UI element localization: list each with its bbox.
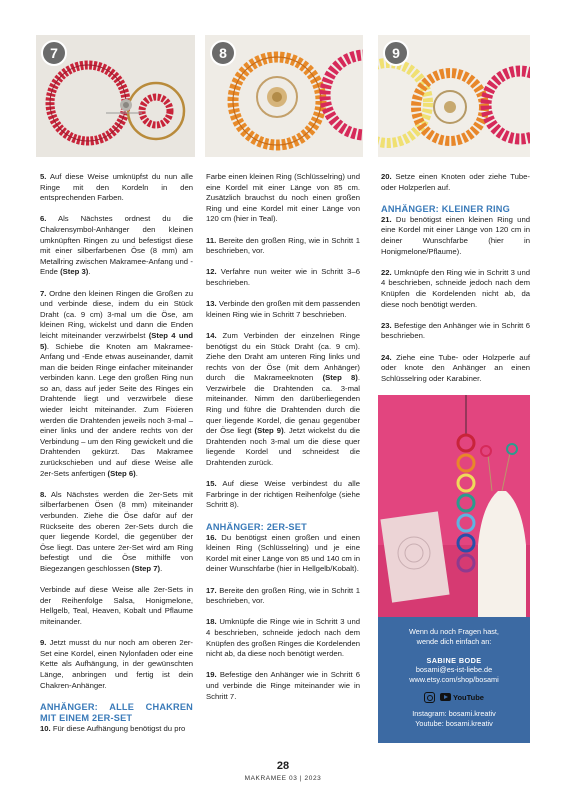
youtube-icon [440, 693, 451, 701]
step-number: 9. [40, 638, 47, 648]
instagram-handle[interactable]: Instagram: bosami.kreativ [412, 708, 496, 718]
step-number: 21. [381, 214, 392, 224]
youtube-handle[interactable]: Youtube: bosami.kreativ [415, 718, 493, 728]
step-text: Verfahre nun weiter wie in Schritt 3–6 beschrieben. [206, 267, 360, 287]
text-column-2 [206, 172, 360, 702]
step-23 [381, 321, 530, 342]
step-reference: (Step 9) [254, 426, 284, 436]
step-text: Befestige den Anhänger wie in Schritt 6 und verbinde die Ringe miteinander wie in Schritt 7. [206, 670, 360, 701]
step-badge: 9 [383, 40, 409, 66]
youtube-logo-text: YouTube [453, 692, 484, 702]
author-website[interactable]: www.etsy.com/shop/bosami [409, 675, 499, 685]
step-text: Setze einen Knoten oder ziehe Tube- oder Holzperlen auf. [381, 172, 530, 192]
step-text: Als Nächstes ordnest du die Chakrensymbol-Anhänger den kleinen umknüpften Ringen zu und befestigst diese mit einer silberfarbenen Öse (8 mm) am Metallring zwischen Makramee-Anfang und -Ende [40, 214, 193, 277]
contact-intro-line-1: Wenn du noch Fragen hast, [409, 627, 499, 636]
step-number: 12. [206, 267, 217, 277]
section-heading: ANHÄNGER: ALLE CHAKREN MIT EINEM 2ER-SET [40, 701, 193, 723]
step-5 [40, 172, 193, 204]
author-name: SABINE BODE [426, 655, 482, 665]
step-number: 7. [40, 288, 47, 298]
step-16 [206, 533, 360, 575]
step-number: 16. [206, 532, 217, 542]
step-text: Auf diese Weise verbindest du alle Farbringe in der richtigen Reihenfolge (siehe Schritt 8). [206, 479, 360, 510]
step-number: 20. [381, 172, 392, 181]
youtube-logo [440, 693, 484, 703]
step-number: 10. [40, 723, 51, 733]
step-badge: 7 [41, 40, 67, 66]
step-text: Du benötigst einen großen und einen kleinen Ring (Schlüsselring) und je eine Kordel mit einer Länge von 85 und 140 cm in deiner Wunschfarbe (hier in Hellgelb/Kobalt). [206, 532, 360, 574]
contact-intro-line-2: wende dich einfach an: [416, 636, 492, 646]
step-text: Als Nächstes werden die 2er-Sets mit silberfarbenen Ösen (8 mm) miteinander verbunden. Ziehe die Öse dafür auf der Rückseite des oberen 2er-Sets durch die quer liegende Kordel, die gegenüber der Öse liegt. Das untere 2er-Set wird am Ring befestigt und die Öse mithilfe von Biegezangen geschlossen [40, 489, 193, 573]
step-photo-9 [378, 35, 530, 157]
step-10 [40, 724, 193, 735]
step-13 [206, 299, 360, 320]
step-number: 6. [40, 214, 47, 224]
step-text: . [160, 563, 163, 573]
step-text: . [135, 468, 138, 478]
step-reference: (Step 8) [322, 373, 358, 383]
step-text: Jetzt musst du nur noch am oberen 2er-Set eine Kordel, einen Nylonfaden oder eine Kette als Aufhängung, in der gewünschten Länge, anbringen und fertig ist dein Chakren-Anhänger. [40, 638, 193, 690]
magazine-issue: MAKRAMEE 03 | 2023 [244, 775, 322, 782]
section-heading: ANHÄNGER: KLEINER RING [381, 203, 510, 214]
step-12 [206, 267, 360, 288]
step-badge: 8 [210, 40, 236, 66]
step-10-continued: Farbe einen kleinen Ring (Schlüsselring) und eine Kordel mit einer Länge von 85 cm. Zusätzlich brauchst du noch einen großen Ring und eine Kordel mit einer Länge von 120 cm (hier in Teal). [206, 172, 360, 224]
step-24 [381, 353, 530, 385]
step-9 [40, 638, 193, 691]
text-column-3 [381, 172, 530, 384]
step-text: . Jetzt wickelst du die Drahtenden noch 3-mal um die diese quer liegende Kordel und schneidest die Drahtenden zurück. [206, 426, 360, 468]
step-reference: (Step 6) [107, 468, 136, 478]
step-text: Ordne den kleinen Ringen die Großen zu und verbinde diese, indem du ein Stück Draht (ca. 9 cm) 3-mal um die Öse, am kleinen Ring, wickelst und dann die Enden leicht miteinander verzwirbelst [40, 288, 193, 340]
step-number: 8. [40, 489, 47, 499]
step-text: . Verzwirbele die Drahtenden ca. 3-mal miteinander. Nimm den darüberliegenden Ring und führe die Drahtenden durch die quer liegende Kordel, die genau gegenüber der Öse liegt [206, 373, 360, 436]
step-number: 24. [381, 352, 392, 362]
step-number: 19. [206, 670, 217, 680]
step-number: 22. [381, 267, 392, 277]
chakra-pendant-image [378, 395, 530, 617]
step-text: Bereite den großen Ring, wie in Schritt 1 beschrieben, vor. [206, 235, 360, 256]
color-order-paragraph: Verbinde auf diese Weise alle 2er-Sets in der Reihenfolge Salsa, Honigmelone, Hellgelb, Teal, Heaven, Kobalt und Pflaume miteinander. [40, 585, 193, 626]
step-22 [381, 268, 530, 310]
step-reference: (Step 4 und 5) [40, 330, 194, 351]
step-text: Verbinde den großen mit dem passenden kleinen Ring wie in Schritt 7 beschrieben. [206, 299, 360, 319]
step-number: 15. [206, 479, 217, 489]
step-number: 13. [206, 299, 217, 309]
step-15 [206, 479, 360, 511]
section-heading: ANHÄNGER: 2ER-SET [206, 521, 307, 532]
author-email[interactable]: bosami@es-ist-liebe.de [415, 665, 493, 675]
step-14 [206, 331, 360, 469]
step-reference: (Step 3) [60, 267, 89, 277]
step-text: Umknüpfe die Ringe wie in Schritt 3 und 4 beschrieben, schneide jedoch nach dem Knüpfen des großen Ringes die Kordelenden nicht ab, da diese noch benötigt werden. [206, 617, 360, 659]
step-17 [206, 586, 360, 607]
step-reference: (Step 7) [131, 563, 161, 573]
step-number: 11. [206, 235, 217, 245]
step-number: 5. [40, 172, 47, 181]
step-text: Auf diese Weise umknüpfst du nun alle Ringe mit den Kordeln in den entsprechenden Farben. [40, 172, 193, 203]
step-text: . Schiebe die Knoten am Makramee-Anfang und -Ende etwas auseinander, damit man die beiden Ringe einfacher miteinander verbinden kann. Lege den großen Ring nun so an, dass auf jeder Seite des Ringes ein Drahtende liegt und verzwirbele diese wieder leicht miteinander. Zum Fixieren werden die Drahtenden jeweils noch 3-mal – einer links und der andere rechts von der Verbindung – um den Ring gewickelt und die Drahtenden gekürzt. Das Makramee zurückschieben und auf diese Weise alle 2er-Sets anfertigen [40, 341, 193, 478]
step-text: . [88, 267, 91, 277]
step-text: Für diese Aufhängung benötigst du pro [50, 723, 186, 733]
step-text: Du benötigst einen kleinen Ring und eine Kordel mit einer Länge von 120 cm in deiner Wunschfarbe (hier in Honigmelone/Pflaume). [381, 214, 530, 256]
step-number: 23. [381, 320, 392, 330]
step-text: Zum Verbinden der einzelnen Ringe benötigst du ein Stück Draht (ca. 9 cm). Ziehe den Draht am unteren Ring links und rechts von der Öse (mit dem Anhänger) durch die Makrameeknoten [206, 330, 360, 383]
step-number: 14. [206, 330, 217, 340]
step-text: Befestige den Anhänger wie in Schritt 6 beschrieben. [381, 320, 530, 341]
finished-pendant-photo [378, 395, 530, 617]
text-column-1 [40, 172, 193, 734]
instagram-icon [424, 692, 435, 703]
step-text: Bereite den großen Ring, wie in Schritt 1 beschrieben, vor. [206, 585, 360, 606]
step-21 [381, 215, 530, 257]
step-photo-7 [36, 35, 195, 157]
step-text: Ziehe eine Tube- oder Holzperle auf oder knote den Anhänger an einen Schlüsselring oder Karabiner. [381, 352, 530, 383]
social-icons [378, 692, 530, 703]
step-text: Umknüpfe den Ring wie in Schritt 3 und 4 beschrieben, schneide jedoch nach dem Knüpfen die Kordelenden nicht ab, da diese noch benötigt werden. [381, 267, 530, 309]
step-19 [206, 670, 360, 702]
contact-box [378, 617, 530, 743]
step-number: 18. [206, 617, 217, 627]
step-number: 17. [206, 585, 217, 595]
step-20 [381, 172, 530, 193]
step-6 [40, 214, 193, 278]
page-number: 28 [276, 760, 290, 772]
step-18 [206, 617, 360, 659]
step-7 [40, 289, 193, 480]
step-11 [206, 236, 360, 257]
step-photo-8 [205, 35, 363, 157]
step-8 [40, 490, 193, 575]
